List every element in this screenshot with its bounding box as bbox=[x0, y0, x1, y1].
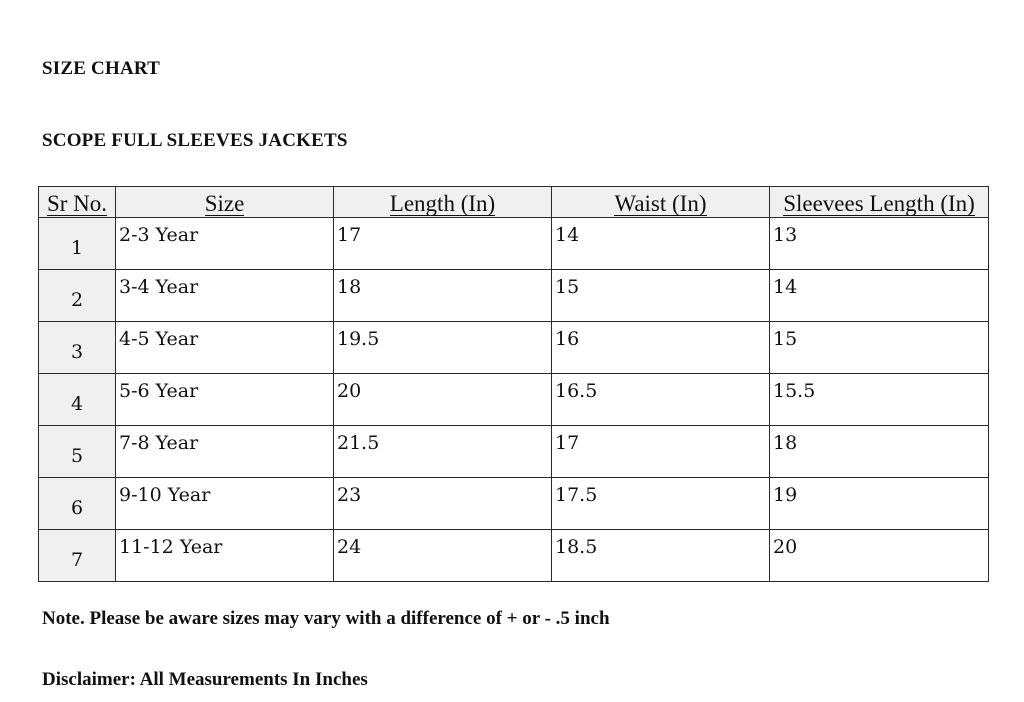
cell-sr-no: 2 bbox=[39, 270, 116, 322]
cell-size: 11-12 Year bbox=[116, 530, 334, 582]
cell-size: 5-6 Year bbox=[116, 374, 334, 426]
product-title: SCOPE FULL SLEEVES JACKETS bbox=[42, 130, 348, 151]
cell-length: 24 bbox=[334, 530, 552, 582]
cell-length: 18 bbox=[334, 270, 552, 322]
header-size: Size bbox=[116, 187, 334, 218]
table-row bbox=[39, 218, 989, 270]
cell-waist: 17 bbox=[552, 426, 770, 478]
table-row bbox=[39, 478, 989, 530]
header-row bbox=[39, 187, 989, 218]
table-body bbox=[39, 218, 989, 582]
header-length: Length (In) bbox=[334, 187, 552, 218]
cell-sleeve-length: 14 bbox=[770, 270, 989, 322]
header-sr-no: Sr No. bbox=[39, 187, 116, 218]
size-chart-table bbox=[38, 186, 989, 582]
size-variance-note: Note. Please be aware sizes may vary with a difference of + or - .5 inch bbox=[42, 608, 610, 629]
cell-sleeve-length: 20 bbox=[770, 530, 989, 582]
cell-length: 23 bbox=[334, 478, 552, 530]
cell-sr-no: 3 bbox=[39, 322, 116, 374]
cell-length: 20 bbox=[334, 374, 552, 426]
cell-waist: 18.5 bbox=[552, 530, 770, 582]
cell-sleeve-length: 18 bbox=[770, 426, 989, 478]
cell-waist: 16 bbox=[552, 322, 770, 374]
cell-sleeve-length: 13 bbox=[770, 218, 989, 270]
cell-sr-no: 4 bbox=[39, 374, 116, 426]
cell-waist: 15 bbox=[552, 270, 770, 322]
cell-size: 7-8 Year bbox=[116, 426, 334, 478]
cell-size: 2-3 Year bbox=[116, 218, 334, 270]
cell-sr-no: 6 bbox=[39, 478, 116, 530]
cell-length: 17 bbox=[334, 218, 552, 270]
cell-size: 9-10 Year bbox=[116, 478, 334, 530]
table-row bbox=[39, 322, 989, 374]
table-row bbox=[39, 530, 989, 582]
cell-length: 19.5 bbox=[334, 322, 552, 374]
cell-waist: 17.5 bbox=[552, 478, 770, 530]
cell-waist: 16.5 bbox=[552, 374, 770, 426]
header-sleeve-length: Sleevees Length (In) bbox=[770, 187, 989, 218]
table-header bbox=[39, 187, 989, 218]
cell-sleeve-length: 19 bbox=[770, 478, 989, 530]
cell-waist: 14 bbox=[552, 218, 770, 270]
measurement-disclaimer: Disclaimer: All Measurements In Inches bbox=[42, 669, 368, 690]
table-row bbox=[39, 270, 989, 322]
cell-size: 4-5 Year bbox=[116, 322, 334, 374]
table-row bbox=[39, 374, 989, 426]
cell-sleeve-length: 15.5 bbox=[770, 374, 989, 426]
table-row bbox=[39, 426, 989, 478]
cell-sleeve-length: 15 bbox=[770, 322, 989, 374]
cell-length: 21.5 bbox=[334, 426, 552, 478]
cell-size: 3-4 Year bbox=[116, 270, 334, 322]
cell-sr-no: 5 bbox=[39, 426, 116, 478]
cell-sr-no: 7 bbox=[39, 530, 116, 582]
header-waist: Waist (In) bbox=[552, 187, 770, 218]
cell-sr-no: 1 bbox=[39, 218, 116, 270]
page-title: SIZE CHART bbox=[42, 58, 161, 79]
